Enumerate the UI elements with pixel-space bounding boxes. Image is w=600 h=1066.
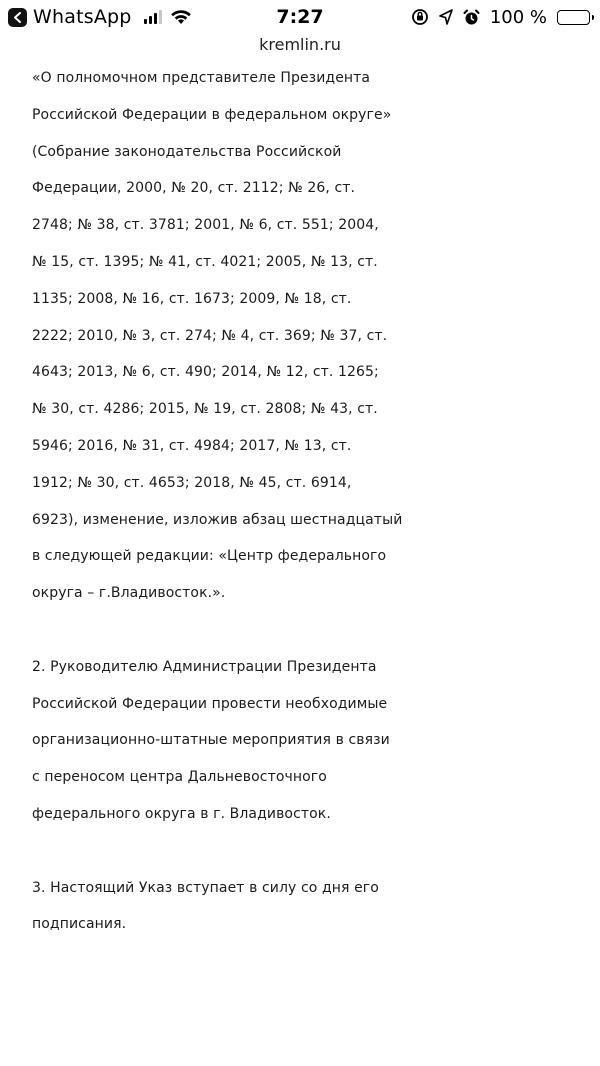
text-line: в следующей редакции: «Центр федерального bbox=[32, 548, 387, 565]
text-line: федерального округа в г. Владивосток. bbox=[32, 805, 331, 822]
battery-percentage: 100 % bbox=[489, 6, 547, 28]
url-bar[interactable] bbox=[0, 34, 600, 58]
paragraph-1 bbox=[32, 60, 592, 612]
text-line: 2. Руководителю Администрации Президента bbox=[32, 658, 377, 675]
paragraph-spacer bbox=[32, 833, 592, 870]
status-icons bbox=[411, 4, 590, 30]
text-line: 4643; 2013, № 6, ст. 490; 2014, № 12, ст. 1265; bbox=[32, 364, 379, 381]
text-line: Федерации, 2000, № 20, ст. 2112; № 26, ст. bbox=[32, 180, 356, 197]
text-line: 2222; 2010, № 3, ст. 274; № 4, ст. 369; № 37, ст. bbox=[32, 327, 388, 344]
clock: 7:27 bbox=[276, 6, 324, 28]
paragraph-2 bbox=[32, 649, 592, 833]
paragraph-3 bbox=[32, 870, 592, 944]
text-line: с переносом центра Дальневосточного bbox=[32, 769, 327, 786]
text-line: 2748; № 38, ст. 3781; 2001, № 6, ст. 551; 2004, bbox=[32, 217, 379, 234]
location-icon bbox=[439, 9, 453, 25]
text-line: 6923), изменение, изложив абзац шестнадцатый bbox=[32, 511, 403, 528]
text-line: 1912; № 30, ст. 4653; 2018, № 45, ст. 6914, bbox=[32, 474, 352, 491]
back-app-label[interactable]: WhatsApp bbox=[33, 6, 132, 28]
text-line: подписания. bbox=[32, 916, 127, 933]
text-line: 1135; 2008, № 16, ст. 1673; 2009, № 18, ст. bbox=[32, 290, 352, 307]
text-line: № 30, ст. 4286; 2015, № 19, ст. 2808; № 43, ст. bbox=[32, 401, 378, 418]
text-line: 3. Настоящий Указ вступает в силу со дня его bbox=[32, 879, 379, 896]
paragraph-spacer bbox=[32, 612, 592, 649]
text-line: Российской Федерации в федеральном округе» bbox=[32, 106, 392, 123]
text-line: 5946; 2016, № 31, ст. 4984; 2017, № 13, ст. bbox=[32, 437, 352, 454]
status-bar bbox=[0, 0, 600, 34]
decree-text bbox=[32, 60, 592, 943]
text-line: Российской Федерации провести необходимые bbox=[32, 695, 388, 712]
text-line: округа – г.Владивосток.». bbox=[32, 585, 226, 602]
text-line: № 15, ст. 1395; № 41, ст. 4021; 2005, № 13, ст. bbox=[32, 253, 378, 270]
orientation-lock-icon bbox=[411, 8, 429, 26]
text-line: организационно-штатные мероприятия в связи bbox=[32, 732, 390, 749]
alarm-icon bbox=[463, 9, 480, 26]
text-line: (Собрание законодательства Российской bbox=[32, 143, 342, 160]
text-line: «О полномочном представителе Президента bbox=[32, 70, 371, 86]
url-text[interactable]: kremlin.ru bbox=[259, 35, 341, 54]
battery-icon bbox=[557, 10, 590, 25]
